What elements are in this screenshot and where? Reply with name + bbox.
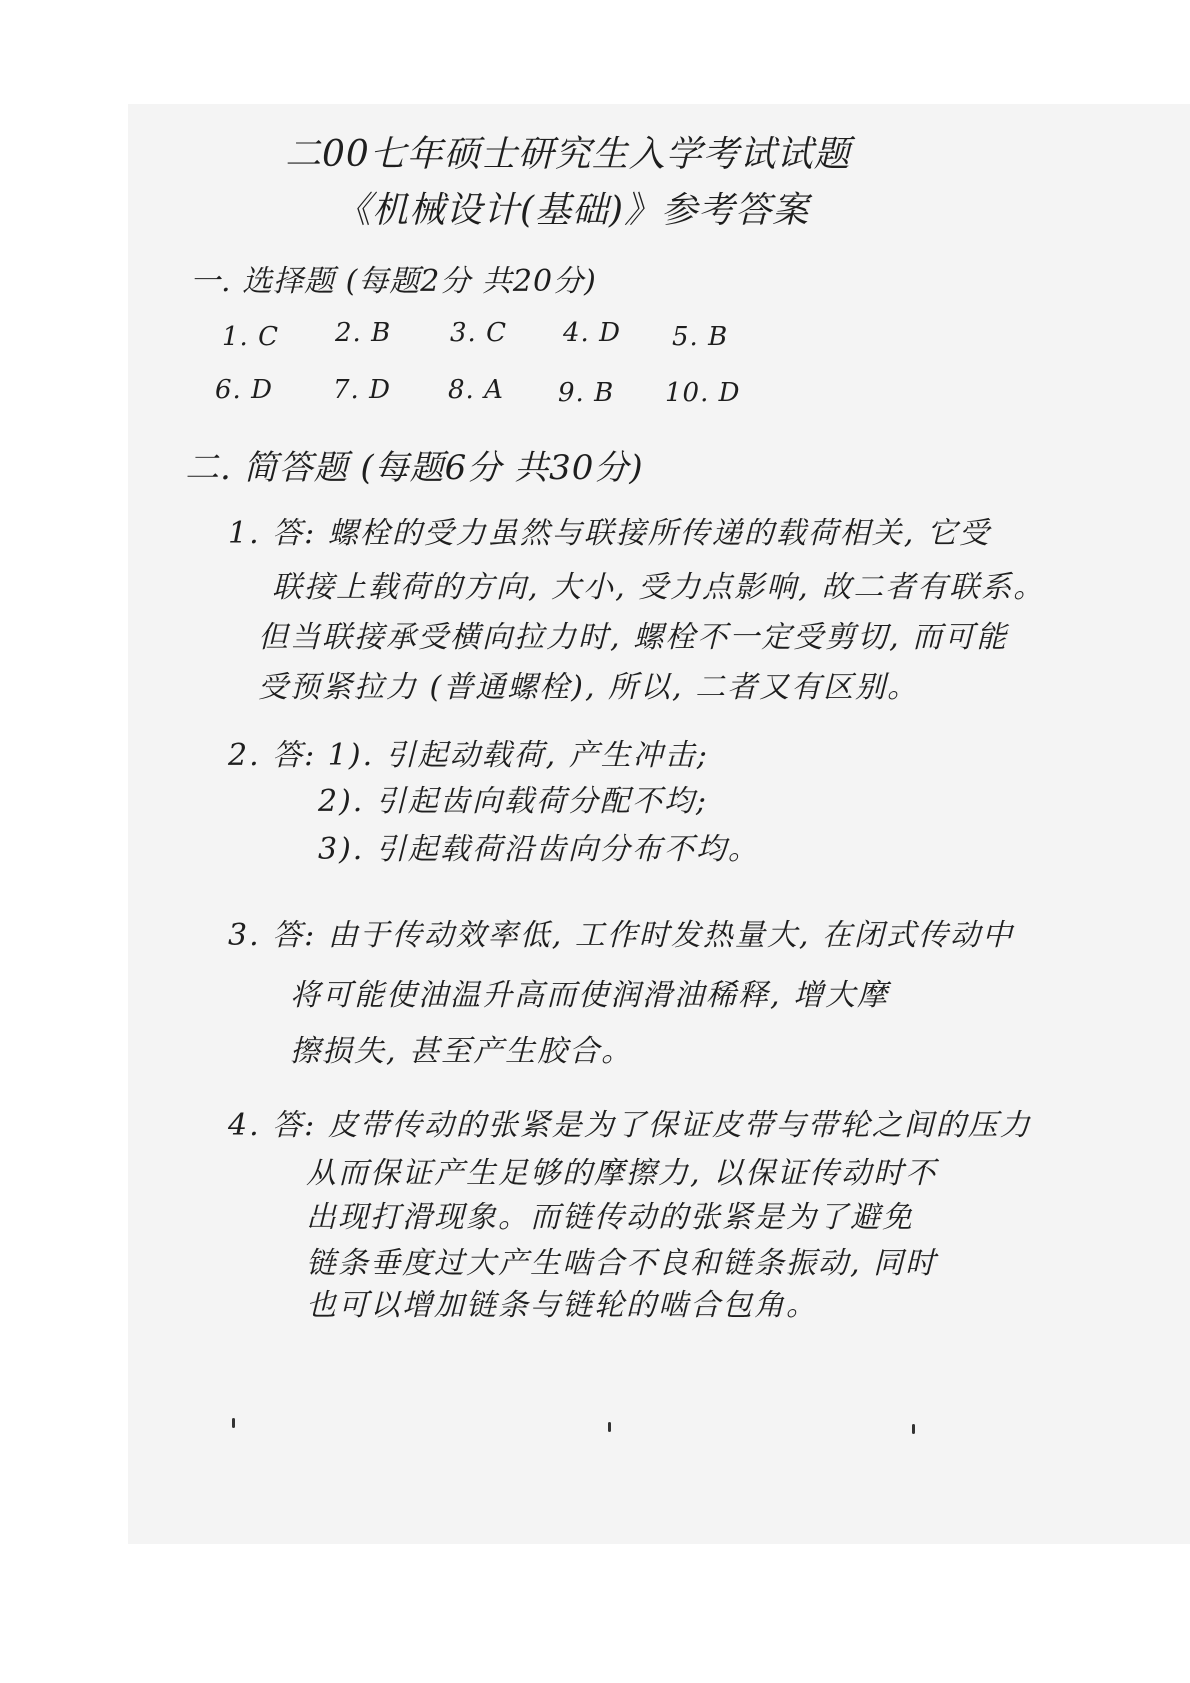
q1-line-4: 受预紧拉力 (普通螺栓), 所以, 二者又有区别。 <box>258 670 920 705</box>
q3-line-1: 3. 答: 由于传动效率低, 工作时发热量大, 在闭式传动中 <box>228 918 1014 953</box>
answer-3: 3. C <box>450 318 507 348</box>
q2-line-2: 2). 引起齿向载荷分配不均; <box>318 784 708 819</box>
q3-line-3: 擦损失, 甚至产生胶合。 <box>290 1034 634 1069</box>
q3-line-2: 将可能使油温升高而使润滑油稀释, 增大摩 <box>290 978 890 1013</box>
page-title: 二00七年硕士研究生入学考试试题 <box>285 134 851 175</box>
answer-4: 4. D <box>563 318 621 348</box>
answer-2: 2. B <box>335 318 392 348</box>
q4-line-2: 从而保证产生足够的摩擦力, 以保证传动时不 <box>306 1156 938 1191</box>
answer-7: 7. D <box>333 375 391 405</box>
page-subtitle: 《机械设计(基础)》参考答案 <box>335 190 810 231</box>
scan-mark <box>232 1418 235 1428</box>
q1-line-2: 联接上载荷的方向, 大小, 受力点影响, 故二者有联系。 <box>272 570 1046 605</box>
q1-line-3: 但当联接承受横向拉力时, 螺栓不一定受剪切, 而可能 <box>258 620 1009 655</box>
q1-line-1: 1. 答: 螺栓的受力虽然与联接所传递的载荷相关, 它受 <box>228 516 991 551</box>
q2-line-3: 3). 引起载荷沿齿向分布不均。 <box>318 832 760 867</box>
scan-mark <box>912 1424 915 1434</box>
answer-1: 1. C <box>222 322 279 352</box>
section-1-heading: 一. 选择题 (每题2分 共20分) <box>190 264 597 299</box>
answer-6: 6. D <box>215 375 273 405</box>
answer-8: 8. A <box>448 375 504 405</box>
answer-10: 10. D <box>665 378 741 408</box>
answer-9: 9. B <box>558 378 615 408</box>
answer-5: 5. B <box>672 322 729 352</box>
section-2-heading: 二. 简答题 (每题6分 共30分) <box>185 448 644 488</box>
q4-line-1: 4. 答: 皮带传动的张紧是为了保证皮带与带轮之间的压力 <box>228 1108 1032 1143</box>
scan-mark <box>608 1422 611 1432</box>
q4-line-5: 也可以增加链条与链轮的啮合包角。 <box>306 1288 818 1323</box>
q4-line-3: 出现打滑现象。而链传动的张紧是为了避免 <box>306 1200 914 1235</box>
q4-line-4: 链条垂度过大产生啮合不良和链条振动, 同时 <box>306 1246 938 1281</box>
q2-line-1: 2. 答: 1). 引起动载荷, 产生冲击; <box>228 738 709 773</box>
